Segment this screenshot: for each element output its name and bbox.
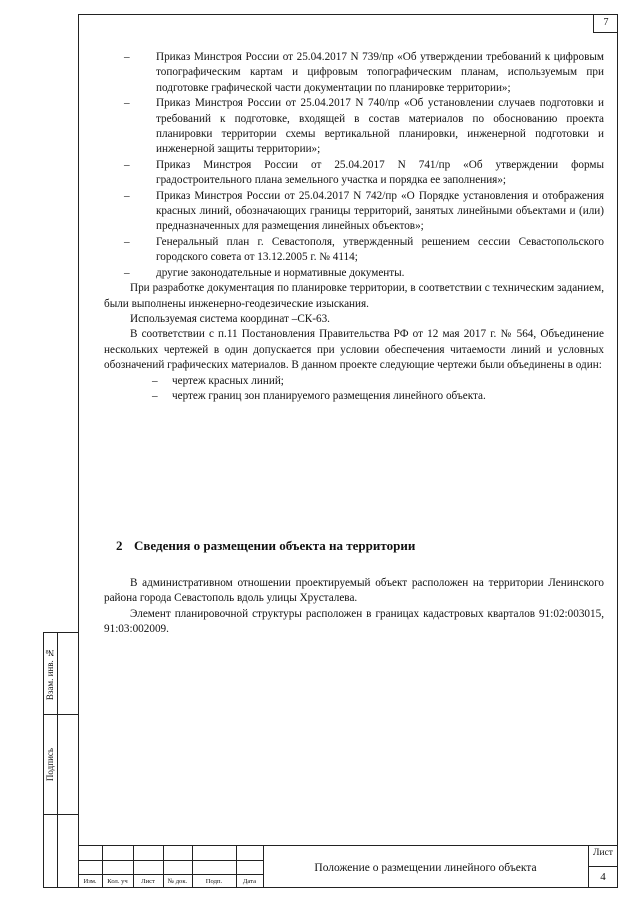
list-item: – Приказ Минстроя России от 25.04.2017 N 741/пр «Об утверждении формы градостроительного плана земельного участка и порядка ее заполнения»;: [124, 158, 604, 187]
side-cell-empty: [44, 815, 78, 889]
section-heading: [116, 538, 415, 554]
section-title: Сведения о размещении объекта на территории: [134, 538, 416, 553]
stamp-label-kol-uch: Кол. уч: [107, 878, 128, 885]
stamp-label-data: Дата: [242, 878, 257, 885]
document-body: [104, 50, 604, 404]
title-block: [78, 845, 618, 888]
page-number: 7: [593, 14, 618, 33]
section-number: 2: [116, 538, 123, 553]
section-body: [104, 576, 604, 638]
stamp-label-izm: Изм.: [83, 878, 97, 885]
stamp-label-podp: Подп.: [205, 878, 223, 885]
side-strip: [43, 632, 78, 888]
paragraph: При разработке документация по планировке территории, в соответствии с техническим заданием, были выполнены инженерно-геодезические изыскания.: [104, 282, 604, 310]
side-cell-podpis: [44, 715, 78, 815]
stamp-label-list: Лист: [141, 878, 155, 885]
paragraph: В административном отношении проектируемый объект расположен на территории Ленинского района города Севастополь вдоль улицы Хрусталева.: [104, 577, 604, 605]
stamp-title: Положение о размещении линейного объекта: [314, 861, 537, 874]
stamp-sheet-label: Лист: [593, 848, 613, 858]
paragraph: Используемая система координат –СК-63.: [130, 312, 330, 325]
list-item: – Приказ Минстроя России от 25.04.2017 N 739/пр «Об утверждении требований к цифровым топографическим картам и цифровым топографическим планам, используемым при подготовке графической части документации по планировке территории»;: [124, 51, 604, 94]
list-item: – Генеральный план г. Севастополя, утвержденный решением сессии Севастопольского городского совета от 13.12.2005 г. № 4114;: [124, 235, 604, 264]
paragraph: В соответствии с п.11 Постановления Правительства РФ от 12 мая 2017 г. № 564, Объединение нескольких чертежей в один допускается при условии обеспечения читаемости линий и условных обозначений графических материалов. В данном проекте следующие чертежи были объединены в один:: [104, 328, 604, 372]
paragraph: Элемент планировочной структуры расположен в границах кадастровых кварталов 91:02:003015, 91:03:002009.: [104, 607, 604, 636]
sub-list-item: – чертеж границ зон планируемого размещения линейного объекта.: [152, 389, 486, 402]
side-label-podpis: Подпись: [45, 748, 55, 782]
side-label-vzam: Взам. инв. №: [45, 647, 55, 701]
list-item: – Приказ Минстроя России от 25.04.2017 N 742/пр «О Порядке установления и отображения красных линий, обозначающих границы территорий, занятых линейными объектами и (или) предназначенных для размещения линейных объектов»;: [124, 189, 604, 233]
stamp-sheet-number: 4: [600, 871, 606, 883]
list-item: – Приказ Минстроя России от 25.04.2017 N 740/пр «Об установлении случаев подготовки и требований к подготовке, входящей в состав материалов по обоснованию проекта планировки территории схемы вертикальной планировки, инженерной подготовки и инженерной защиты территории»;: [124, 97, 604, 156]
stamp-label-doc: № док.: [167, 878, 188, 885]
side-cell-vzam: [44, 633, 78, 715]
list-item: – другие законодательные и нормативные документы.: [124, 266, 405, 279]
sub-list-item: – чертеж красных линий;: [152, 374, 284, 387]
